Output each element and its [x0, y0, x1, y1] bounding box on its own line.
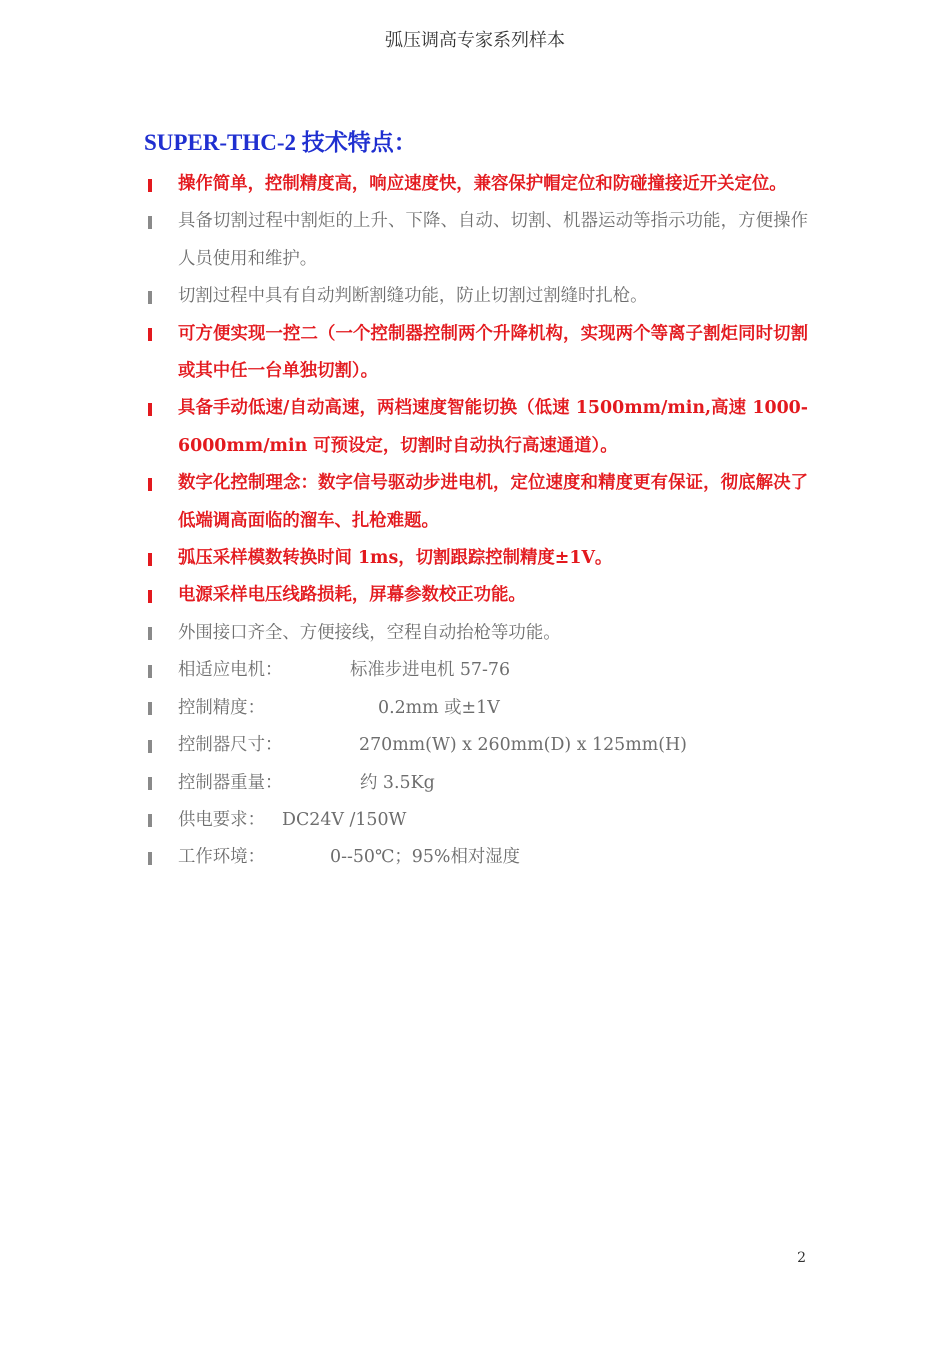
feature-item	[144, 390, 808, 465]
feature-item	[144, 615, 808, 652]
spec-label: 工作环境：	[178, 847, 265, 868]
feature-text: 切割过程中具有自动判断割缝功能，防止切割过割缝时扎枪。	[178, 286, 648, 307]
bullet-icon	[144, 652, 178, 689]
feature-text: 电源采样电压线路损耗，屏幕参数校正功能。	[178, 585, 526, 606]
feature-list	[144, 166, 808, 877]
page-number: 2	[797, 1250, 806, 1266]
spec-label: 控制器重量：	[178, 772, 283, 793]
feature-text: 可方便实现一控二（一个控制器控制两个升降机构，实现两个等离子割炬同时切割或其中任一台单独切割）。	[178, 323, 808, 382]
feature-item	[144, 203, 808, 278]
feature-item	[144, 540, 808, 577]
bullet-icon	[144, 765, 178, 802]
spec-value: 标准步进电机 57-76	[350, 660, 511, 681]
spec-value: 约 3.5Kg	[360, 772, 435, 793]
bullet-icon	[144, 615, 178, 652]
bullet-icon	[144, 839, 178, 876]
feature-item	[144, 577, 808, 614]
spec-value: 270mm(W) x 260mm(D) x 125mm(H)	[359, 735, 687, 756]
running-header: 弧压调高专家系列样本	[385, 30, 565, 51]
spec-label: 控制精度：	[178, 697, 265, 718]
spec-label: 控制器尺寸：	[178, 735, 283, 756]
feature-text: 具备切割过程中割炬的上升、下降、自动、切割、机器运动等指示功能，方便操作人员使用和维护。	[178, 211, 808, 269]
bullet-icon	[144, 166, 178, 203]
feature-text: 数字化控制理念：数字信号驱动步进电机，定位速度和精度更有保证，彻底解决了低端调高面临的溜车、扎枪难题。	[178, 473, 808, 531]
feature-text: 操作简单，控制精度高，响应速度快，兼容保护帽定位和防碰撞接近开关定位。	[178, 174, 787, 194]
bullet-icon	[144, 390, 178, 427]
spec-value: 0--50℃；95%相对湿度	[330, 847, 521, 868]
spec-item	[144, 727, 808, 764]
spec-item	[144, 690, 808, 727]
bullet-icon	[144, 802, 178, 839]
spec-label: 相适应电机：	[178, 660, 283, 681]
spec-item	[144, 765, 808, 802]
bullet-icon	[144, 540, 178, 577]
feature-text: 弧压采样模数转换时间 1ms，切割跟踪控制精度±1V。	[178, 548, 613, 569]
bullet-icon	[144, 577, 178, 614]
bullet-icon	[144, 465, 178, 502]
spec-item	[144, 652, 808, 689]
bullet-icon	[144, 690, 178, 727]
feature-item	[144, 278, 808, 315]
feature-item	[144, 465, 808, 540]
feature-text: 外围接口齐全、方便接线，空程自动抬枪等功能。	[178, 622, 561, 643]
feature-item	[144, 316, 808, 391]
spec-item	[144, 802, 808, 839]
bullet-icon	[144, 278, 178, 315]
feature-item	[144, 166, 808, 203]
section-title: SUPER-THC-2 技术特点：	[144, 130, 417, 155]
spec-value: DC24V /150W	[282, 809, 407, 830]
feature-text: 具备手动低速/自动高速，两档速度智能切换（低速 1500mm/min,高速 1000-6000mm/min 可预设定，切割时自动执行高速通道）。	[178, 398, 808, 456]
bullet-icon	[144, 316, 178, 353]
spec-label: 供电要求：	[178, 809, 265, 830]
spec-item	[144, 839, 808, 876]
bullet-icon	[144, 203, 178, 240]
spec-value: 0.2mm 或±1V	[378, 697, 500, 718]
bullet-icon	[144, 727, 178, 764]
